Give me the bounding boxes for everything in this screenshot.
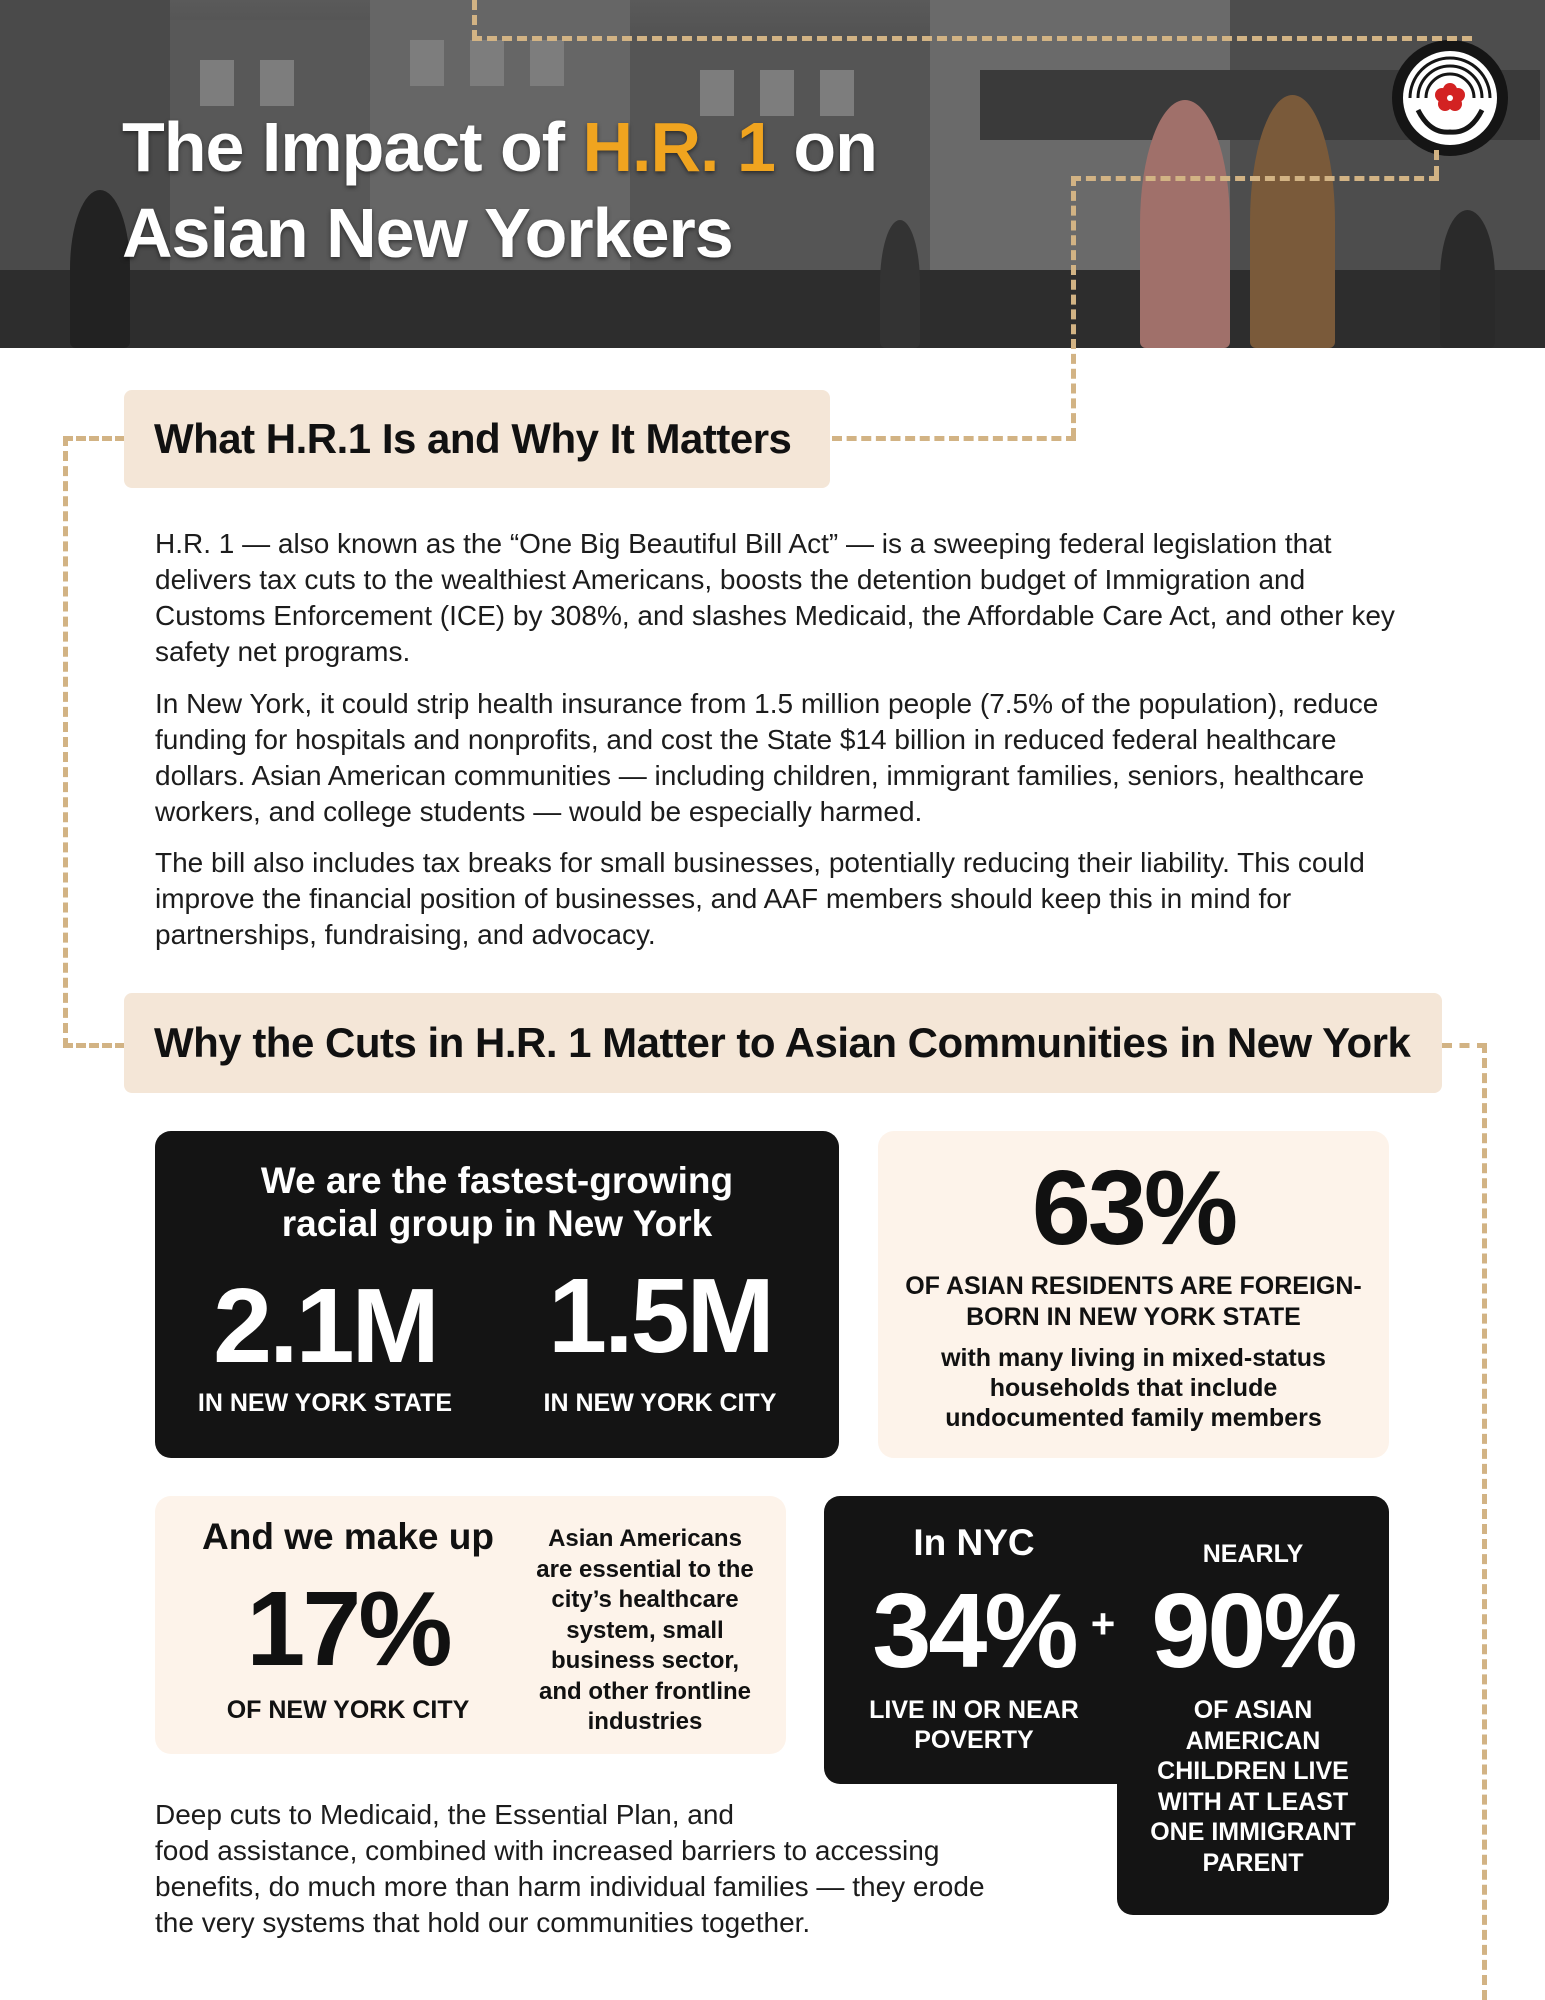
connector-line bbox=[63, 1043, 125, 1048]
section-heading-text: What H.R.1 Is and Why It Matters bbox=[154, 415, 792, 462]
foreign-born-label: OF ASIAN RESIDENTS ARE FOREIGN- bbox=[905, 1272, 1362, 1300]
closing-line: food assistance, combined with increased barriers to accessing bbox=[155, 1835, 940, 1866]
stat-card-foreign-born bbox=[878, 1131, 1389, 1458]
children-label-line: WITH AT LEAST bbox=[1157, 1787, 1349, 1816]
section-heading-what bbox=[124, 390, 830, 488]
connector-line bbox=[1071, 176, 1439, 181]
children-label-line: AMERICAN bbox=[1185, 1726, 1321, 1755]
foreign-born-value: 63% bbox=[1031, 1149, 1236, 1267]
share-label: OF NEW YORK CITY bbox=[226, 1696, 470, 1724]
closing-line: the very systems that hold our communities together. bbox=[155, 1907, 811, 1938]
closing-line: Deep cuts to Medicaid, the Essential Plan, and bbox=[155, 1799, 735, 1830]
paragraph-1: H.R. 1 — also known as the “One Big Beautiful Bill Act” — is a sweeping federal legislation that delivers tax cuts to the wealthiest Americans, boosts the detention budget of Immigration and Customs Enforcement (ICE) by 308%, and slashes Medicaid, the Affordable Care Act, and other key safety net programs. bbox=[155, 528, 1395, 667]
city-population-label: IN NEW YORK CITY bbox=[543, 1389, 777, 1417]
paragraph-3: The bill also includes tax breaks for small businesses, potentially reducing their liability. This could improve the financial position of businesses, and AAF members should keep this in mind for partnerships, fundraising, and advocacy. bbox=[155, 847, 1365, 950]
children-label-line: OF ASIAN bbox=[1193, 1696, 1313, 1724]
nyc-poverty-label: LIVE IN OR NEAR bbox=[869, 1696, 1079, 1724]
paragraph-2: In New York, it could strip health insurance from 1.5 million people (7.5% of the population), reduce funding for hospitals and nonprofits, and cost the State $14 billion in reduced federal healthcare dollars. Asian American communities — including children, immigrant families, seniors, healthcare workers, and college students — would be especially harmed. bbox=[155, 688, 1379, 827]
stat-card-growth bbox=[155, 1131, 839, 1458]
children-label-line: ONE IMMIGRANT bbox=[1150, 1818, 1356, 1846]
foreign-born-note: undocumented family members bbox=[945, 1404, 1322, 1432]
share-side-line: are essential to the bbox=[536, 1555, 754, 1583]
share-intro: And we make up bbox=[202, 1516, 494, 1557]
connector-line bbox=[1482, 1043, 1487, 2000]
children-label bbox=[1117, 1695, 1389, 1878]
connector-line bbox=[472, 36, 1472, 41]
title-line1-post: on bbox=[793, 108, 877, 186]
section-heading-text: Why the Cuts in H.R. 1 Matter to Asian Communities in New York bbox=[154, 1019, 1411, 1066]
growth-headline: We are the fastest-growing bbox=[260, 1160, 734, 1201]
state-population-value: 2.1M bbox=[213, 1267, 437, 1385]
children-intro: NEARLY bbox=[1202, 1540, 1304, 1568]
foreign-born-label: BORN IN NEW YORK STATE bbox=[966, 1303, 1301, 1331]
children-label-line: PARENT bbox=[1202, 1848, 1304, 1877]
connector-line bbox=[1071, 176, 1076, 438]
title-line1-pre: The Impact of bbox=[122, 108, 565, 186]
foreign-born-note: with many living in mixed-status bbox=[941, 1344, 1326, 1372]
share-side-line: Asian Americans bbox=[548, 1525, 742, 1552]
connector-line bbox=[472, 0, 477, 40]
share-side-line: business sector, bbox=[550, 1647, 740, 1674]
title-line2: Asian New Yorkers bbox=[122, 194, 733, 272]
stat-card-share bbox=[155, 1496, 786, 1754]
share-side-line: system, small bbox=[566, 1616, 724, 1644]
section-heading-why bbox=[124, 993, 1442, 1093]
share-side-line: city’s healthcare bbox=[551, 1586, 739, 1613]
nyc-poverty-label: POVERTY bbox=[914, 1726, 1034, 1754]
connector-line bbox=[63, 436, 125, 441]
growth-headline: racial group in New York bbox=[281, 1203, 713, 1244]
organization-logo-icon bbox=[1392, 40, 1508, 156]
children-value: 90% bbox=[1151, 1572, 1355, 1690]
share-value: 17% bbox=[246, 1570, 450, 1688]
closing-line: benefits, do much more than harm individual families — they erode bbox=[155, 1871, 985, 1902]
city-population-value: 1.5M bbox=[548, 1257, 772, 1375]
connector-line bbox=[63, 436, 68, 1048]
connector-line bbox=[832, 436, 1076, 441]
share-side-line: industries bbox=[587, 1708, 703, 1735]
closing-paragraph bbox=[155, 1797, 1085, 1941]
connector-line bbox=[1442, 1043, 1487, 1048]
nyc-intro: In NYC bbox=[913, 1522, 1035, 1563]
connector-line bbox=[1434, 150, 1439, 176]
share-side-line: and other frontline bbox=[539, 1677, 751, 1705]
plus-sign: + bbox=[1090, 1600, 1116, 1647]
share-side-note bbox=[515, 1524, 775, 1738]
children-label-line: CHILDREN LIVE bbox=[1157, 1757, 1349, 1785]
state-population-label: IN NEW YORK STATE bbox=[197, 1389, 453, 1417]
foreign-born-note: households that include bbox=[989, 1374, 1278, 1402]
page-title bbox=[122, 104, 877, 276]
title-highlight: H.R. 1 bbox=[582, 108, 775, 186]
nyc-poverty-value: 34% bbox=[872, 1572, 1076, 1690]
